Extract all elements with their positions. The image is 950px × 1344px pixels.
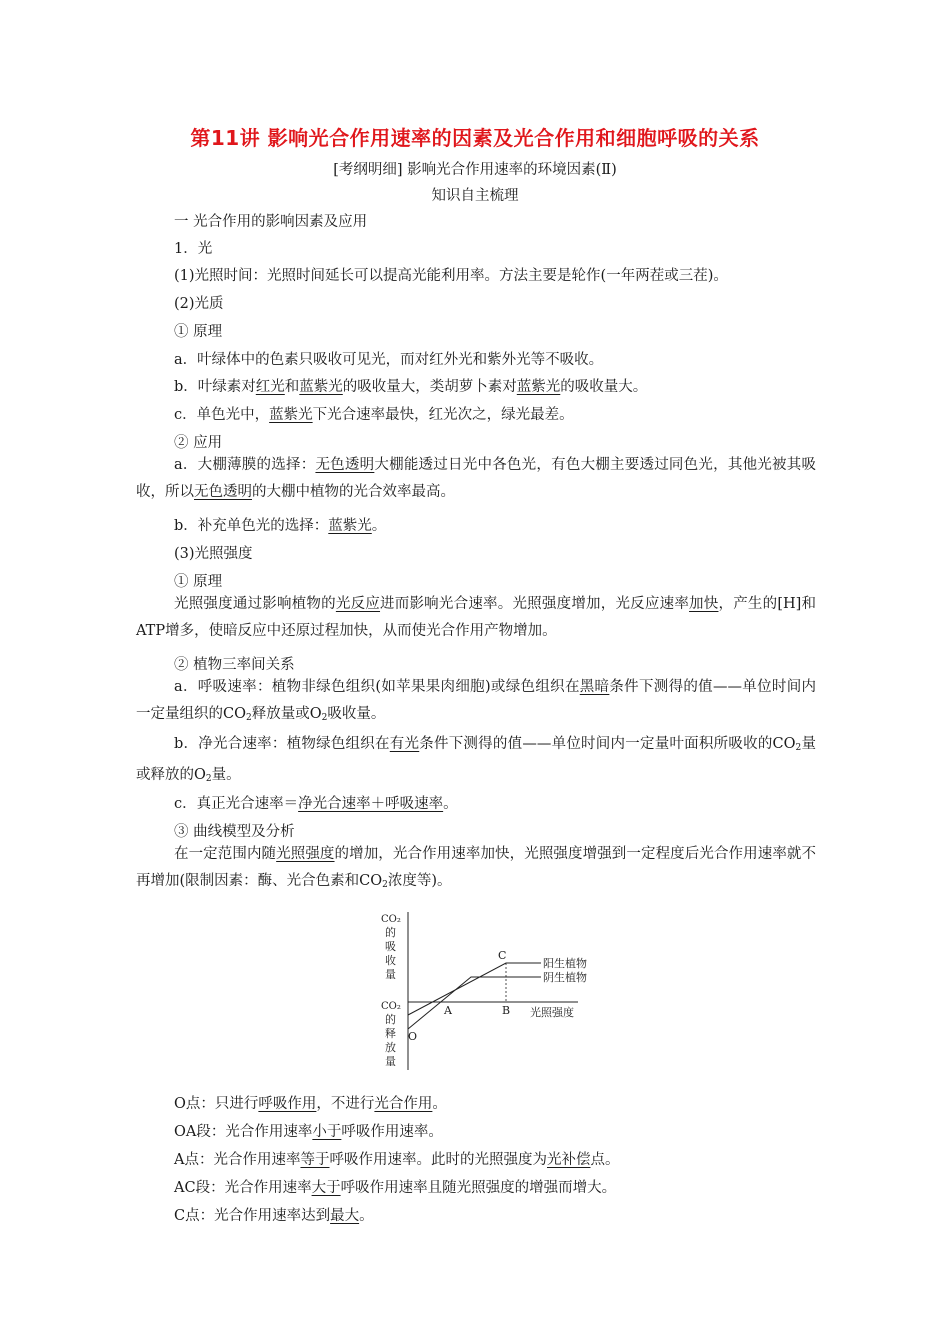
analysis-point-o: O点：只进行呼吸作用，不进行光合作用。: [174, 1096, 447, 1112]
y-label-bottom-2: 释: [385, 1027, 396, 1040]
point-b-label: B: [502, 1004, 511, 1017]
point-a-label: A: [444, 1004, 452, 1017]
x-axis-label: 光照强度: [530, 1006, 574, 1019]
paragraph-respiration-rate: a．呼吸速率：植物非绿色组织(如苹果果肉细胞)或绿色组织在黑暗条件下测得的值——单位时间内一定量组织的$CO_2$释放量或$O_2$吸收量。: [136, 679, 816, 723]
analysis-segment-oa: OA段：光合作用速率小于呼吸作用速率。: [174, 1124, 443, 1140]
y-axis-label-top: [381, 914, 401, 981]
heading-three-rates: ② 植物三率间关系: [174, 657, 295, 673]
series-sun-plant-line: [408, 963, 541, 1015]
section-1-heading: 一 光合作用的影响因素及应用: [174, 214, 368, 230]
paragraph-intensity-principle: 光照强度通过影响植物的光反应进而影响光合速率。光照强度增加，光反应速率加快，产生的[H]和ATP增多，使暗反应中还原过程加快，从而使光合作用产物增加。: [136, 596, 817, 639]
paragraph-pigment-absorb: a．叶绿体中的色素只吸收可见光，而对红外光和紫外光等不吸收。: [174, 352, 604, 368]
y-label-top-2: 吸: [385, 940, 396, 953]
paragraph-supplement-light: b．补充单色光的选择：蓝紫光。: [174, 518, 387, 534]
heading-curve-model: ③ 曲线模型及分析: [174, 824, 295, 840]
legend-shade-plant: 阴生植物: [543, 971, 587, 984]
paragraph-light-duration: (1)光照时间：光照时间延长可以提高光能利用率。方法主要是轮作(一年两茬或三茬)。: [174, 268, 728, 284]
y-label-bottom-1: 的: [385, 1013, 396, 1026]
analysis-point-a: A点：光合作用速率等于呼吸作用速率。此时的光照强度为光补偿点。: [174, 1152, 620, 1168]
page-title: 第11讲 影响光合作用速率的因素及光合作用和细胞呼吸的关系: [190, 126, 760, 150]
light-intensity-chart: [378, 910, 608, 1075]
heading-application: ② 应用: [174, 435, 223, 451]
section-heading: 知识自主梳理: [431, 188, 519, 204]
y-label-top-0: CO₂: [381, 914, 401, 925]
series-shade-plant-line: [408, 977, 541, 1029]
paragraph-light-intensity: (3)光照强度: [174, 546, 253, 562]
y-label-bottom-4: 量: [385, 1055, 396, 1068]
paragraph-light-quality: (2)光质: [174, 296, 224, 312]
y-label-top-3: 收: [385, 954, 396, 967]
analysis-segment-ac: AC段：光合作用速率大于呼吸作用速率且随光照强度的增强而增大。: [174, 1180, 617, 1196]
y-axis-label-bottom: [381, 1001, 401, 1068]
paragraph-curve-analysis: 在一定范围内随光照强度的增加，光合作用速率加快，光照强度增强到一定程度后光合作用速率就不再增加(限制因素：酶、光合色素和$CO_2$浓度等)。: [136, 846, 817, 890]
legend-sun-plant: 阳生植物: [543, 957, 587, 970]
y-label-top-1: 的: [385, 926, 396, 939]
paragraph-chlorophyll: b．叶绿素对红光和蓝紫光的吸收量大，类胡萝卜素对蓝紫光的吸收量大。: [174, 379, 648, 395]
y-label-top-4: 量: [385, 968, 396, 981]
y-label-bottom-3: 放: [385, 1041, 396, 1054]
y-label-bottom-0: CO₂: [381, 1001, 401, 1012]
point-o-label: O: [408, 1030, 418, 1043]
syllabus-outline: [考纲明细] 影响光合作用速率的环境因素(Ⅱ): [333, 162, 617, 178]
paragraph-net-rate: b．净光合速率：植物绿色组织在有光条件下测得的值——单位时间内一定量叶面积所吸收的$CO_2$量或释放的$O_2$量。: [136, 736, 817, 784]
paragraph-monochrome: c．单色光中，蓝紫光下光合速率最快，红光次之，绿光最差。: [174, 407, 574, 423]
point-c-label: C: [498, 949, 507, 962]
paragraph-greenhouse-film: a．大棚薄膜的选择：无色透明大棚能透过日光中各色光，有色大棚主要透过同色光，其他光被其吸收，所以无色透明的大棚中植物的光合效率最高。: [136, 457, 816, 500]
paragraph-true-rate: c．真正光合速率＝净光合速率＋呼吸速率。: [174, 796, 458, 812]
subsection-light: 1．光: [174, 241, 213, 257]
heading-principle: ① 原理: [174, 324, 223, 340]
heading-principle-2: ① 原理: [174, 574, 223, 590]
analysis-point-c: C点：光合作用速率达到最大。: [174, 1208, 374, 1224]
